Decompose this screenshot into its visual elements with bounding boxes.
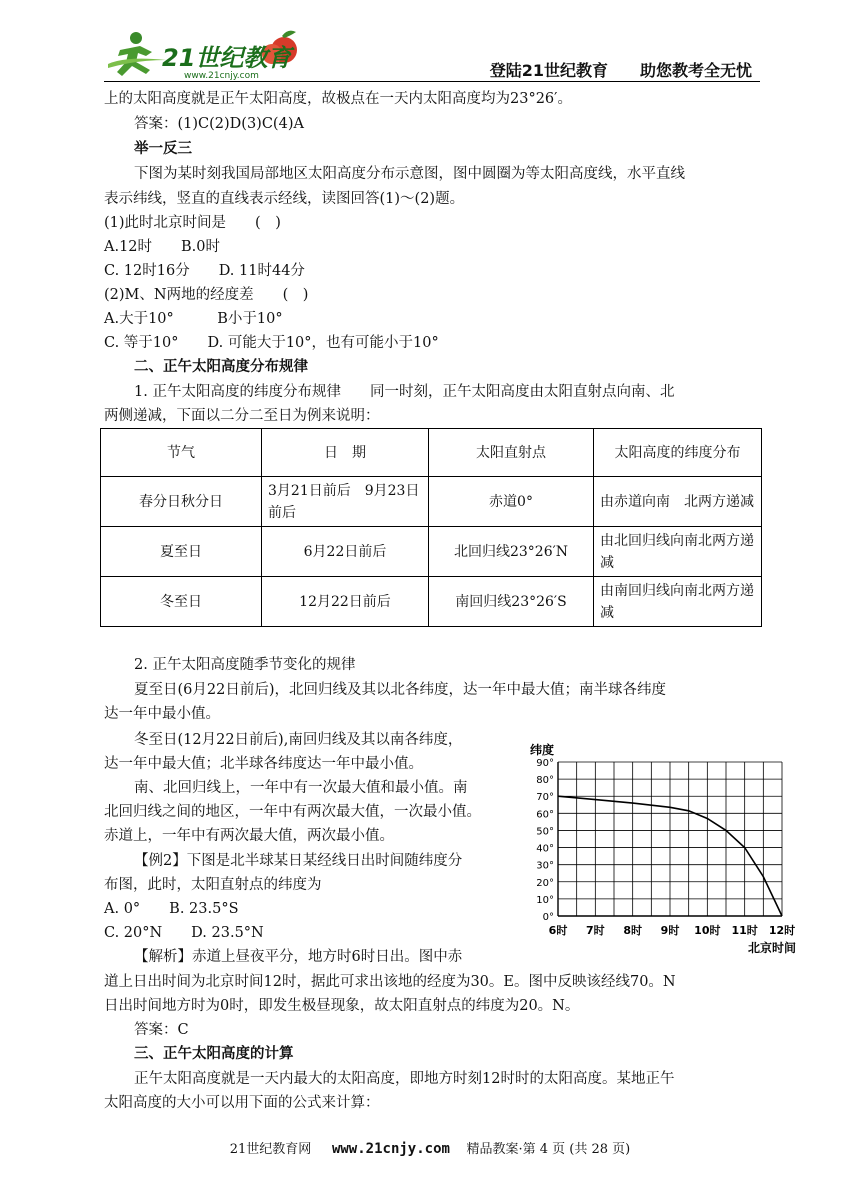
table-cell: 春分日秋分日 bbox=[101, 477, 262, 527]
table-cell: 由赤道向南 北两方递减 bbox=[594, 477, 762, 527]
footer bbox=[0, 1138, 860, 1157]
table-cell: 北回归线23°26′N bbox=[429, 527, 594, 577]
table-cell: 由北回归线向南北两方递减 bbox=[594, 527, 762, 577]
table-row bbox=[101, 477, 762, 527]
text-line: 道上日出时间为北京时间12时，据此可求出该地的经度为30。E。图中反映该经线70。N bbox=[104, 974, 676, 990]
table-cell: 冬至日 bbox=[101, 577, 262, 627]
footer-site: www.21cnjy.com bbox=[331, 1141, 450, 1157]
y-tick-label: 70° bbox=[536, 792, 554, 804]
text-line: 【解析】赤道上昼夜平分，地方时6时日出。图中赤 bbox=[134, 949, 463, 965]
table-cell: 由南回归线向南北两方递减 bbox=[594, 577, 762, 627]
question-line: (1)此时北京时间是 ( ) bbox=[104, 215, 281, 231]
table-cell: 3月21日前后 9月23日前后 bbox=[262, 477, 429, 527]
table-row bbox=[101, 577, 762, 627]
answer-line: 答案：(1)C(2)D(3)C(4)A bbox=[134, 116, 304, 132]
y-tick-label: 80° bbox=[536, 775, 554, 787]
table-header-row bbox=[101, 429, 762, 477]
option-line: C. 20°N D. 23.5°N bbox=[104, 925, 264, 941]
text-line: 达一年中最小值。 bbox=[104, 706, 220, 722]
y-tick-label: 0° bbox=[542, 912, 554, 923]
x-axis-label: 北京时间 bbox=[747, 941, 797, 955]
table-cell: 赤道0° bbox=[429, 477, 594, 527]
y-tick-label: 90° bbox=[536, 758, 554, 769]
x-tick-label: 9时 bbox=[660, 924, 680, 937]
option-line: A. 0° B. 23.5°S bbox=[104, 901, 239, 917]
option-line: C. 12时16分 D. 11时44分 bbox=[104, 263, 305, 279]
y-tick-label: 10° bbox=[536, 894, 554, 906]
table-cell: 夏至日 bbox=[101, 527, 262, 577]
text-line: 两侧递减，下面以二分二至日为例来说明： bbox=[104, 408, 380, 424]
option-line: A.大于10° B小于10° bbox=[104, 311, 283, 327]
y-axis-label: 纬度 bbox=[530, 743, 555, 757]
y-tick-label: 20° bbox=[536, 877, 554, 889]
solar-altitude-table bbox=[100, 428, 762, 627]
y-tick-label: 30° bbox=[536, 860, 554, 872]
table-cell: 南回归线23°26′S bbox=[429, 577, 594, 627]
option-line: C. 等于10° D. 可能大于10°，也有可能小于10° bbox=[104, 335, 439, 351]
text-line: 下图为某时刻我国局部地区太阳高度分布示意图，图中圆圈为等太阳高度线，水平直线 bbox=[134, 166, 685, 182]
text-line: 太阳高度的大小可以用下面的公式来计算： bbox=[104, 1095, 380, 1111]
section-heading: 三、正午太阳高度的计算 bbox=[134, 1046, 294, 1062]
text-line: 上的太阳高度就是正午太阳高度，故极点在一天内太阳高度均为23°26′。 bbox=[104, 91, 572, 107]
running-figure-icon bbox=[108, 32, 166, 76]
logo-text: 21世纪教育 bbox=[162, 44, 292, 72]
text-line: 日出时间地方时为0时，即发生极昼现象，故太阳直射点的纬度为20。N。 bbox=[104, 998, 580, 1014]
table-header-cell: 太阳高度的纬度分布 bbox=[594, 429, 762, 477]
x-tick-label: 10时 bbox=[694, 924, 721, 937]
table-header-cell: 太阳直射点 bbox=[429, 429, 594, 477]
text-line: 赤道上，一年中有两次最大值，两次最小值。 bbox=[104, 828, 394, 844]
logo bbox=[106, 26, 306, 82]
table-header-cell: 日 期 bbox=[262, 429, 429, 477]
section-heading: 二、正午太阳高度分布规律 bbox=[134, 359, 308, 375]
text-line: 北回归线之间的地区，一年中有两次最大值，一次最小值。 bbox=[104, 804, 481, 820]
y-tick-label: 40° bbox=[536, 843, 554, 855]
footer-page: 精品教案·第 4 页 (共 28 页) bbox=[466, 1142, 631, 1157]
text-line: 布图，此时，太阳直射点的纬度为 bbox=[104, 877, 322, 893]
x-tick-label: 12时 bbox=[768, 924, 796, 937]
text-line: 夏至日(6月22日前后)，北回归线及其以北各纬度，达一年中最大值；南半球各纬度 bbox=[134, 682, 666, 698]
text-line: 达一年中最大值；北半球各纬度达一年中最小值。 bbox=[104, 756, 423, 772]
x-tick-label: 11时 bbox=[731, 924, 758, 937]
text-line: 【例2】下图是北半球某日某经线日出时间随纬度分 bbox=[134, 853, 463, 869]
y-tick-labels bbox=[536, 758, 554, 923]
table-cell: 6月22日前后 bbox=[262, 527, 429, 577]
text-line: 1. 正午太阳高度的纬度分布规律 同一时刻，正午太阳高度由太阳直射点向南、北 bbox=[134, 384, 675, 400]
x-tick-label: 7时 bbox=[586, 924, 605, 937]
text-line: 南、北回归线上，一年中有一次最大值和最小值。南 bbox=[134, 780, 468, 796]
logo-url: www.21cnjy.com bbox=[184, 71, 259, 81]
section-heading: 2. 正午太阳高度随季节变化的规律 bbox=[134, 657, 356, 673]
chart-grid bbox=[558, 762, 782, 916]
text-line: 冬至日(12月22日前后),南回归线及其以南各纬度， bbox=[134, 732, 463, 748]
text-line: 表示纬线，竖直的直线表示经线，读图回答(1)～(2)题。 bbox=[104, 191, 465, 207]
text-line: 正午太阳高度就是一天内最大的太阳高度，即地方时刻12时时的太阳高度。某地正午 bbox=[134, 1071, 675, 1087]
x-tick-label: 6时 bbox=[548, 924, 568, 937]
y-tick-label: 50° bbox=[536, 826, 554, 838]
table-header-cell: 节气 bbox=[101, 429, 262, 477]
header-divider bbox=[104, 81, 760, 82]
footer-org: 21世纪教育网 bbox=[229, 1142, 312, 1157]
x-tick-labels bbox=[549, 923, 795, 937]
answer-line: 答案：C bbox=[134, 1022, 189, 1038]
y-tick-label: 60° bbox=[536, 809, 554, 821]
section-heading: 举一反三 bbox=[134, 141, 192, 157]
option-line: A.12时 B.0时 bbox=[104, 239, 221, 255]
question-line: (2)M、N两地的经度差 ( ) bbox=[104, 287, 309, 303]
x-tick-label: 8时 bbox=[623, 924, 642, 937]
header-slogan: 登陆21世纪教育 助您教考全无忧 bbox=[489, 61, 752, 80]
sunrise-latitude-chart bbox=[520, 738, 802, 970]
table-row bbox=[101, 527, 762, 577]
table-cell: 12月22日前后 bbox=[262, 577, 429, 627]
